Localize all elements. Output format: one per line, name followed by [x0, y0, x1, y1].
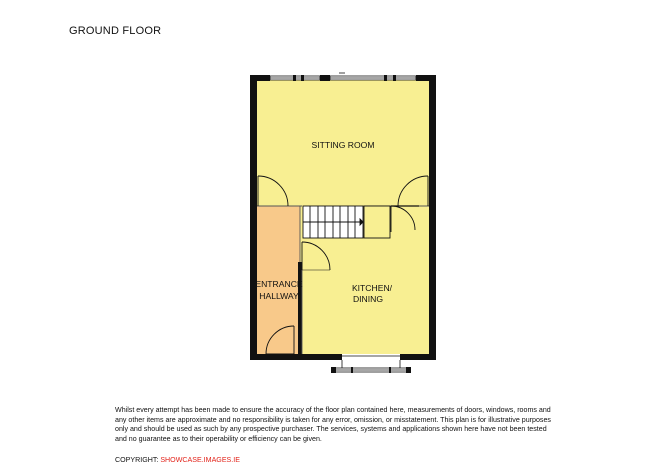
understairs-closet — [364, 206, 390, 238]
bottom-window — [334, 356, 408, 372]
disclaimer-text: Whilst every attempt has been made to ensure the accuracy of the floor plan contained here, measurements of doors, windows, rooms and any other items are approximate and no responsibility is taken for any error, omission, or misstatement. This plan is for illustrative purposes only and should be used as such by any prospective purchaser. The services, systems and applications shown here have not been tested and no guarantee as to their operability or efficiency can be given. — [115, 406, 551, 444]
copyright-link[interactable]: SHOWCASE.IMAGES.IE — [160, 456, 240, 464]
copyright-line — [115, 456, 240, 464]
entrance-hallway-label-line1: ENTRANCE — [255, 279, 303, 289]
copyright-label: COPYRIGHT: — [115, 456, 161, 464]
sitting-room-label: SITTING ROOM — [311, 140, 375, 150]
kitchen-dining-label-line2: DINING — [352, 294, 384, 304]
entrance-hallway-label-line2: HALLWAY — [259, 291, 299, 301]
floor-title: GROUND FLOOR — [69, 25, 162, 37]
staircase — [303, 206, 363, 238]
kitchen-dining-label-line1: KITCHEN/ — [351, 283, 393, 293]
